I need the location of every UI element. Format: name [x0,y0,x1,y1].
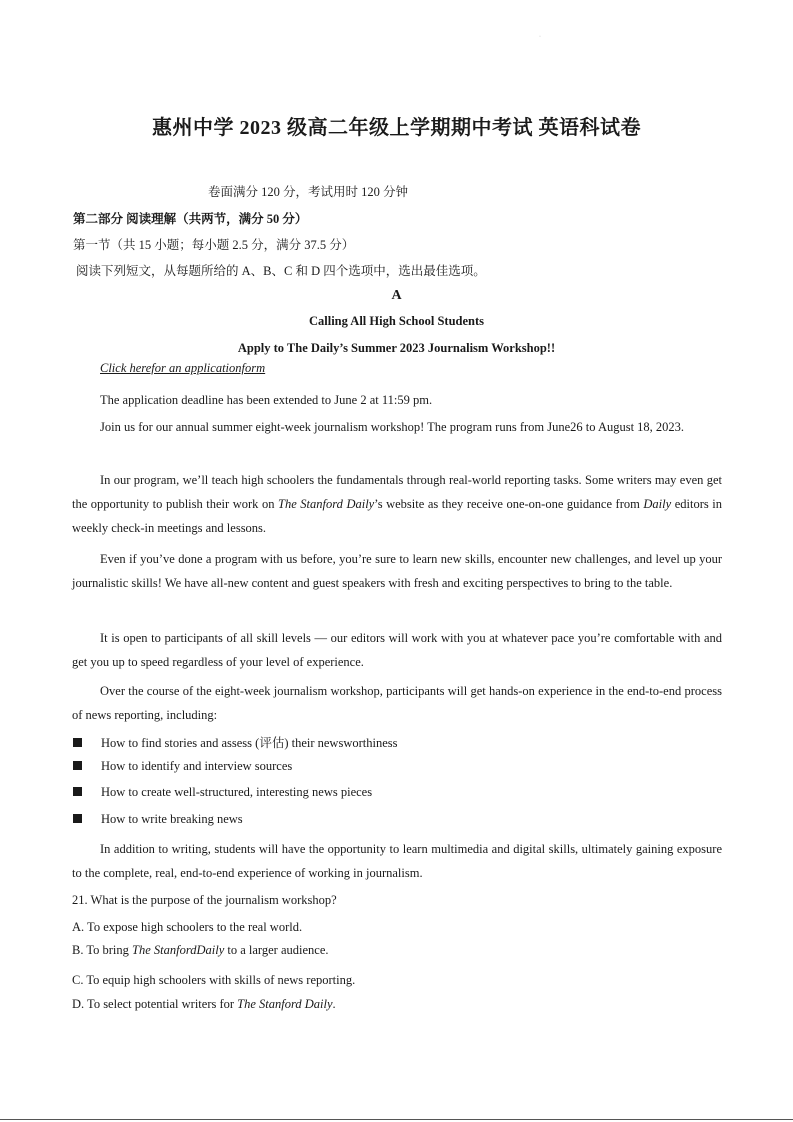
passage-letter: A [391,288,402,303]
list-item: How to create well-structured, interesting news pieces [73,785,372,800]
paragraph-new-skills: Even if you’ve done a program with us before, you’re sure to learn new skills, encounter new challenges, and level up your journalistic skills! We have all-new content and guest speakers with fresh and exciting perspectives to bring to the table. [72,552,722,590]
application-link[interactable]: Click herefor an applicationform [100,361,266,375]
paragraph-skill-levels: It is open to participants of all skill levels — our editors will work with you at whatever pace you’re comfortable with and get you up to speed regardless of your level of experience. [72,631,722,669]
bullet-square-icon [73,738,82,747]
paragraph-fundamentals [72,468,722,540]
scan-mark: · [539,34,541,40]
page-bottom-rule [0,1119,793,1120]
exam-title: 惠州中学 2023 级高二年级上学期期中考试 英语科试卷 [152,117,641,139]
paragraph-process: Over the course of the eight-week journalism workshop, participants will get hands-on experience in the end-to-end process of news reporting, including: [72,684,722,722]
option-b: B. To bring The StanfordDaily to a larger audience. [72,943,329,957]
passage-subheadline: Apply to The Daily’s Summer 2023 Journalism Workshop!! [237,341,556,355]
p3-text-a: In our program, we’ll teach high schoolers the fundamentals through real-world reporting tasks. Some writers may even get the opportunity to publish their work on [72,473,722,511]
bullet-square-icon [73,814,82,823]
bullet-square-icon [73,761,82,770]
bullet-square-icon [73,787,82,796]
list-item: How to find stories and assess (评估) their newsworthiness [73,733,398,751]
paragraph-deadline: The application deadline has been extended to June 2 at 11:59 pm. [100,393,433,407]
option-c: C. To equip high schoolers with skills of news reporting. [72,973,356,987]
p3-text-b: ’s website as they receive one-on-one guidance from [374,497,644,511]
instructions: 阅读下列短文，从每题所给的 A、B、C 和 D 四个选项中，选出最佳选项。 [76,264,486,278]
passage-headline: Calling All High School Students [308,314,485,328]
list-item: How to identify and interview sources [73,759,292,774]
option-a: A. To expose high schoolers to the real world. [72,920,303,934]
subsection-heading: 第一节（共 15 小题；每小题 2.5 分，满分 37.5 分） [73,238,355,252]
question-stem: 21. What is the purpose of the journalism workshop? [72,893,337,907]
paragraph-multimedia: In addition to writing, students will have the opportunity to learn multimedia and digital skills, ultimately gaining exposure to the complete, real, end-to-end experience of working in journalism. [72,842,722,880]
list-item: How to write breaking news [73,812,243,827]
p3-daily: Daily [643,497,672,511]
exam-meta: 卷面满分 120 分，考试用时 120 分钟 [208,185,409,199]
option-d: D. To select potential writers for The Stanford Daily. [72,997,336,1011]
p3-publication: The Stanford Daily [278,497,375,511]
p3-text-c: editors in weekly check-in meetings and lessons. [72,497,723,535]
paragraph-program: Join us for our annual summer eight-week journalism workshop! The program runs from June26 to August 18, 2023. [100,420,685,434]
section-heading: 第二部分 阅读理解（共两节，满分 50 分） [73,212,308,226]
